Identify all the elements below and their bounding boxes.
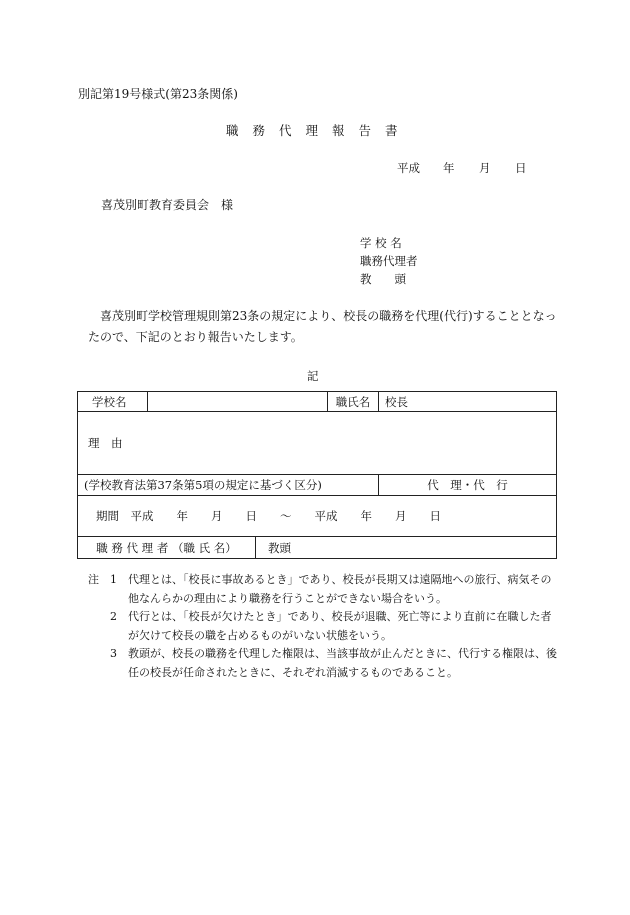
date-day: 日 [515,161,527,175]
sender-vice-label: 教 頭 [360,272,406,286]
document-title: 職務代理報告書 [226,123,412,138]
note-number: 2 [110,610,117,623]
sender-agent-label: 職務代理者 [360,254,418,268]
notes [88,571,558,682]
sender-school-label: 学 校 名 [360,236,402,250]
sender-block [360,234,418,288]
note-number: 1 [110,573,117,586]
ki-heading: 記 [307,369,319,383]
note-item [88,645,558,682]
agent-label: 職 務 代 理 者 （職 氏 名） [78,537,256,559]
note-text: 代理とは、「校長に事故あるとき」であり、校長が長期又は遠隔地への旅行、病気その他なんらかの理由により職務を行うことができない場合をいう。 [128,573,552,605]
job-title-label: 職氏名 [328,392,379,412]
addressee: 喜茂別町教育委員会 様 [101,198,234,212]
note-item [88,608,558,645]
note-item [88,571,558,608]
period-cell[interactable]: 期間 平成 年 月 日 ～ 平成 年 月 日 [78,496,557,537]
reason-cell[interactable] [78,412,557,475]
note-text: 教頭が、校長の職務を代理した権限は、当該事故が止んだときに、代行する権限は、後任の校長が任命されたときに、それぞれ消滅するものであること。 [128,647,557,679]
notes-label: 注 [88,573,99,586]
job-title-value[interactable]: 校長 [379,392,557,412]
date-line [397,160,527,176]
note-text: 代行とは、「校長が欠けたとき」であり、校長が退職、死亡等により直前に在職した者が欠けて校長の職を占めるものがいない状態をいう。 [128,610,552,642]
reason-label: 理 由 [88,436,123,450]
agent-value[interactable]: 教頭 [256,537,557,559]
classification-value[interactable]: 代 理・代 行 [379,475,557,496]
note-number: 3 [110,647,117,660]
date-year: 年 [443,161,455,175]
date-month: 月 [479,161,491,175]
classification-label: (学校教育法第37条第5項の規定に基づく区分) [78,475,379,496]
school-name-cell[interactable] [148,392,328,412]
school-name-label: 学校名 [78,392,148,412]
date-era: 平成 [397,161,420,175]
body-text: 喜茂別町学校管理規則第23条の規定により、校長の職務を代理(代行)することとなったので、下記のとおり報告いたします。 [88,309,557,344]
report-table [77,391,557,559]
form-reference: 別記第19号様式(第23条関係) [78,87,238,101]
